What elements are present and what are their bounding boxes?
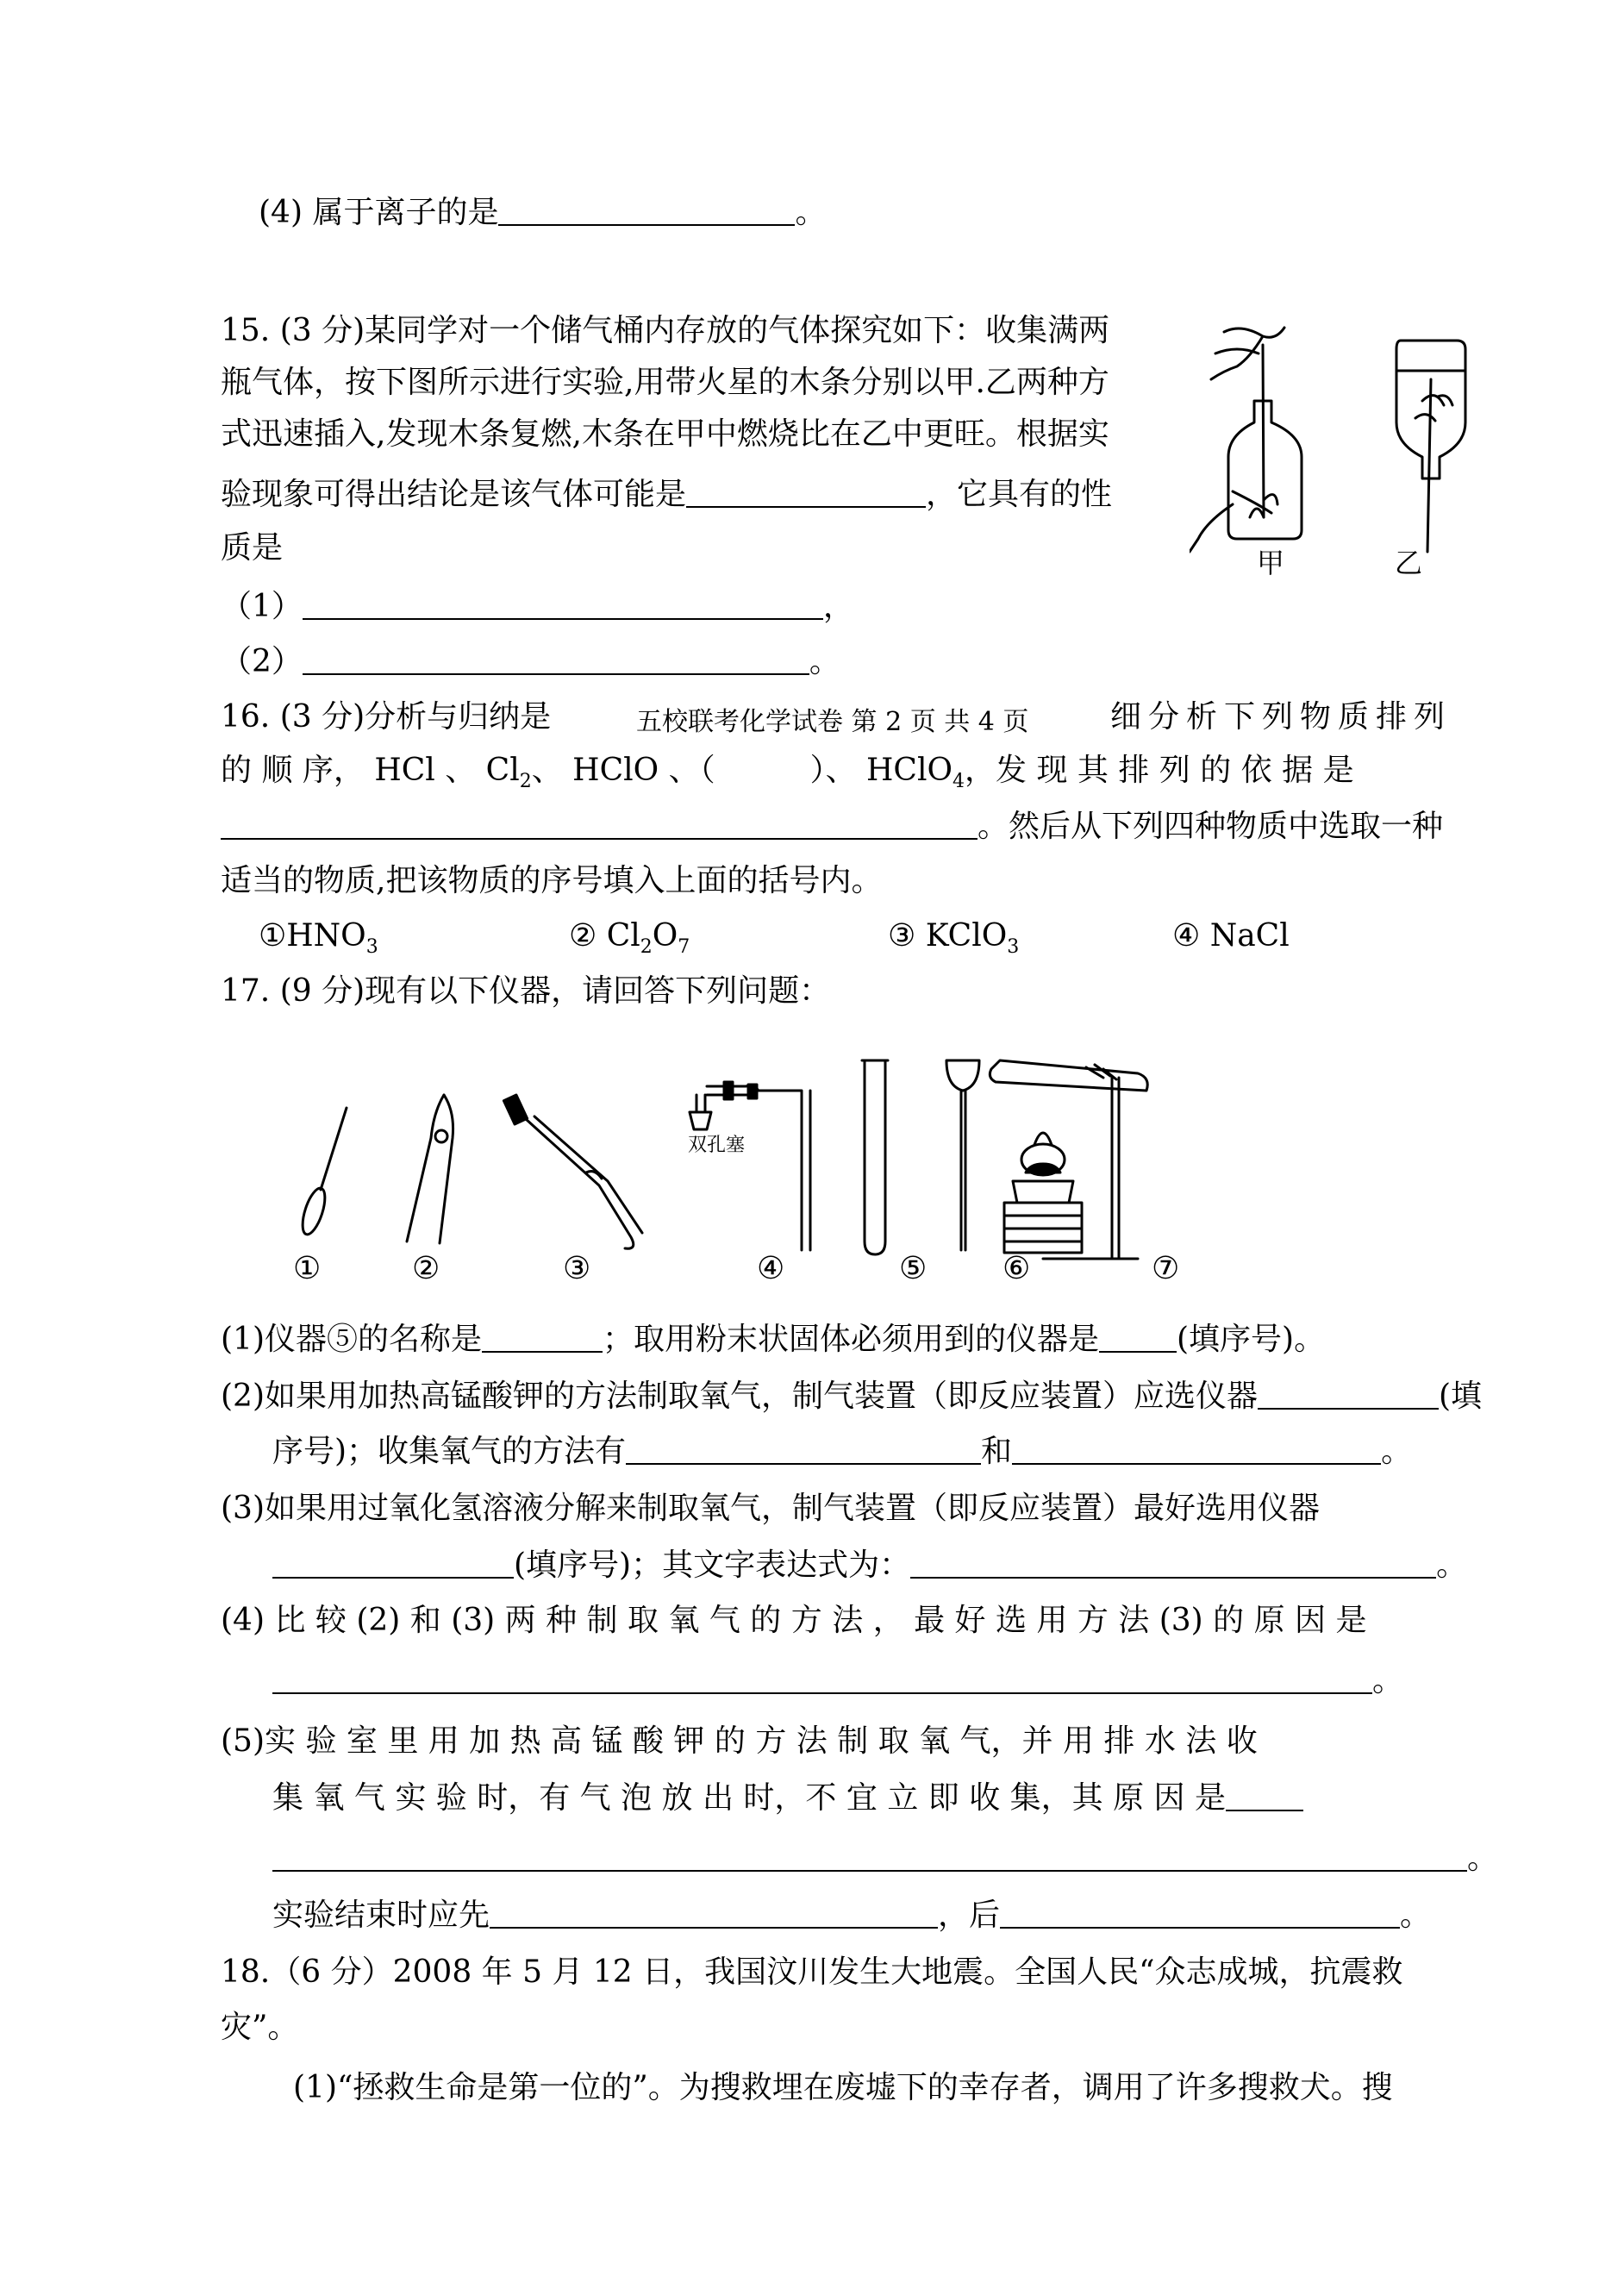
q16-option3: ③ KClO$_3$ bbox=[888, 918, 1020, 959]
answer-blank[interactable] bbox=[303, 642, 809, 675]
answer-blank[interactable] bbox=[1099, 1320, 1177, 1353]
q15-line5: 质是 bbox=[221, 530, 284, 566]
q15-line4: 验现象可得出结论是该气体可能是 ，它具有的性 bbox=[221, 477, 1113, 512]
q15-line1: 15. (3 分)某同学对一个储气桶内存放的气体探究如下：收集满两 bbox=[221, 313, 1110, 348]
q17-part4-line1: (4) 比 较 (2) 和 (3) 两 种 制 取 氧 气 的 方 法 ， 最 好 选 用 方 法 (3) 的 原 因 是 bbox=[221, 1603, 1367, 1638]
apparatus-label-5: ⑤ bbox=[899, 1251, 928, 1286]
answer-blank[interactable] bbox=[626, 1432, 981, 1465]
answer-blank[interactable] bbox=[221, 807, 978, 840]
q17-part5-line1: (5)实 验 室 里 用 加 热 高 锰 酸 钾 的 方 法 制 取 氧 气，并 用 排 水 法 收 bbox=[221, 1723, 1258, 1759]
q17-part2-line2: 序号)；收集氧气的方法有 和 。 bbox=[272, 1434, 1413, 1469]
q15-item1: （1） ， bbox=[221, 589, 854, 624]
answer-blank[interactable] bbox=[1258, 1377, 1439, 1410]
apparatus-label-3: ③ bbox=[563, 1251, 591, 1286]
q17-part4-line2: 。 bbox=[272, 1660, 1403, 1702]
q17-part5-line2: 集 氧 气 实 验 时，有 气 泡 放 出 时，不 宜 立 即 收 集，其 原 因 是 bbox=[272, 1778, 1303, 1819]
q16-line4: 适当的物质,把该物质的序号填入上面的括号内。 bbox=[221, 863, 883, 898]
q17-part3-line1: (3)如果用过氧化氢溶液分解来制取氧气，制气装置（即反应装置）最好选用仪器 bbox=[221, 1491, 1320, 1526]
page-footer: 五校联考化学试卷 第 2 页 共 4 页 bbox=[629, 700, 1035, 738]
q16-line2: 的 顺 序， HCl 、 $Cl_2$、 HClO 、（ ）、 HClO$_4$，发 现 其 排 列 的 依 据 是 bbox=[221, 753, 1354, 793]
answer-blank[interactable] bbox=[272, 1661, 1372, 1694]
q17-part5-line4: 实验结束时应先 ，后 。 bbox=[272, 1898, 1432, 1933]
q16-option2: ② $Cl_2O_7$ bbox=[569, 918, 690, 959]
apparatus-label-6: ⑥ bbox=[1003, 1251, 1031, 1286]
answer-blank[interactable] bbox=[1000, 1896, 1400, 1929]
label-jia: 甲 bbox=[1257, 547, 1285, 579]
answer-blank[interactable] bbox=[1226, 1779, 1303, 1811]
apparatus-label-4: ④ bbox=[757, 1251, 785, 1286]
apparatus-label-1: ① bbox=[293, 1251, 322, 1286]
q16-line1b: 细分析下列物质排列 bbox=[1110, 699, 1452, 735]
q17-part3-line2: (填序号)；其文字表达式为： 。 bbox=[272, 1545, 1467, 1586]
q15-line3: 式迅速插入,发现木条复燃,木条在甲中燃烧比在乙中更旺。根据实 bbox=[221, 416, 1109, 452]
q17-apparatus-figure bbox=[276, 1043, 1310, 1276]
q17-title: 17. (9 分)现有以下仪器，请回答下列问题： bbox=[221, 973, 831, 1009]
q15-bottle-figure bbox=[1190, 319, 1474, 560]
q18-line2: 灾”。 bbox=[221, 2010, 299, 2045]
q17-part1: (1)仪器⑤的名称是 ；取用粉末状固体必须用到的仪器是 (填序号)。 bbox=[221, 1322, 1326, 1357]
q16-option1: $①HNO_3$ bbox=[259, 918, 378, 959]
answer-blank[interactable] bbox=[498, 193, 795, 226]
answer-blank[interactable] bbox=[686, 475, 926, 508]
q18-line3: (1)“拯救生命是第一位的”。为搜救埋在废墟下的幸存者，调用了许多搜救犬。搜 bbox=[293, 2070, 1393, 2105]
q16-option4: ④ NaCl bbox=[1172, 918, 1290, 954]
q15-line2: 瓶气体，按下图所示进行实验,用带火星的木条分别以甲.乙两种方 bbox=[221, 365, 1109, 400]
apparatus-label-2: ② bbox=[412, 1251, 440, 1286]
q16-line1a: 16. (3 分)分析与归纳是 bbox=[221, 699, 552, 735]
q17-part5-line3: 。 bbox=[272, 1838, 1498, 1879]
answer-blank[interactable] bbox=[272, 1839, 1467, 1872]
q16-line3: 。然后从下列四种物质中选取一种 bbox=[221, 806, 1443, 847]
answer-blank[interactable] bbox=[490, 1896, 938, 1929]
q17-part2-line1: (2)如果用加热高锰酸钾的方法制取氧气，制气装置（即反应装置）应选仪器 (填 bbox=[221, 1379, 1483, 1414]
answer-blank[interactable] bbox=[303, 587, 823, 620]
stopper-label: 双孔塞 bbox=[688, 1135, 746, 1156]
label-yi: 乙 bbox=[1395, 547, 1423, 579]
answer-blank[interactable] bbox=[910, 1546, 1436, 1579]
apparatus-label-7: ⑦ bbox=[1152, 1251, 1180, 1286]
q15-item2: （2） 。 bbox=[221, 644, 840, 679]
q14-item4: (4) 属于离子的是 。 bbox=[259, 195, 827, 230]
answer-blank[interactable] bbox=[1012, 1432, 1381, 1465]
answer-blank[interactable] bbox=[272, 1546, 514, 1579]
q18-line1: 18.（6 分）2008 年 5 月 12 日，我国汶川发生大地震。全国人民“众志成城，抗震救 bbox=[221, 1954, 1403, 1990]
answer-blank[interactable] bbox=[482, 1320, 603, 1353]
